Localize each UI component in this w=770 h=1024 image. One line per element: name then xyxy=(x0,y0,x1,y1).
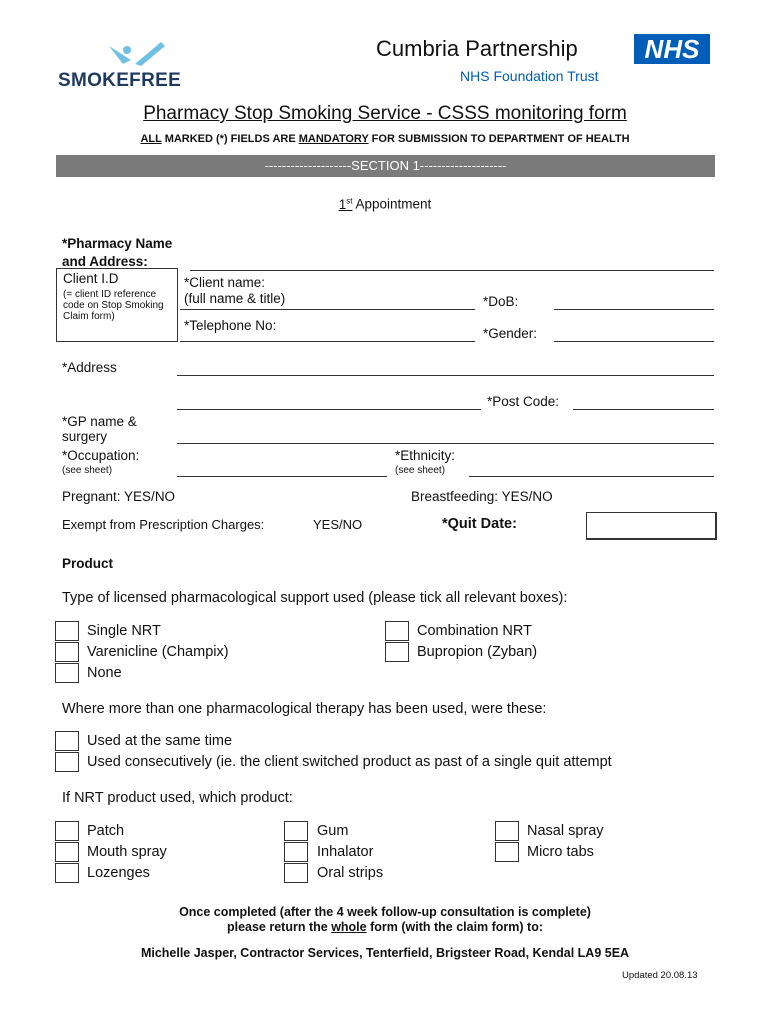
post-code-field[interactable] xyxy=(573,409,714,410)
label-lozenges: Lozenges xyxy=(87,865,150,881)
smokefree-figure-icon xyxy=(101,36,171,72)
label-combination-nrt: Combination NRT xyxy=(417,623,532,639)
checkbox-consecutively[interactable] xyxy=(55,752,79,772)
client-name-field[interactable] xyxy=(180,309,475,310)
label-same-time: Used at the same time xyxy=(87,733,233,749)
checkbox-varenicline[interactable] xyxy=(55,642,79,662)
mandatory-part2: FOR SUBMISSION TO DEPARTMENT OF HEALTH xyxy=(371,133,630,145)
trust-logo xyxy=(376,34,716,88)
checkbox-none[interactable] xyxy=(55,663,79,683)
footer-address: Michelle Jasper, Contractor Services, Tenterfield, Brigsteer Road, Kendal LA9 5EA xyxy=(140,946,630,960)
and-address-label: and Address: xyxy=(62,254,148,269)
ethnicity-note: (see sheet) xyxy=(395,465,446,476)
label-gum: Gum xyxy=(317,823,349,839)
appointment-sup: st xyxy=(346,196,353,205)
checkbox-gum[interactable] xyxy=(284,821,308,841)
post-code-label: *Post Code: xyxy=(487,394,560,409)
pharmacy-name-field[interactable] xyxy=(190,270,714,271)
occupation-note: (see sheet) xyxy=(62,465,113,476)
surgery-label: surgery xyxy=(62,429,108,444)
product-heading: Product xyxy=(62,556,114,571)
label-inhalator: Inhalator xyxy=(317,844,374,860)
label-patch: Patch xyxy=(87,823,125,839)
appointment-number: 1 xyxy=(338,196,347,212)
checkbox-oral-strips[interactable] xyxy=(284,863,308,883)
gender-field[interactable] xyxy=(554,341,714,342)
page-title: Pharmacy Stop Smoking Service - CSSS monitoring form xyxy=(143,103,627,124)
mandatory-part1: MARKED (*) FIELDS ARE xyxy=(164,133,296,145)
occupation-label: *Occupation: xyxy=(62,448,140,463)
trust-name: Cumbria Partnership xyxy=(376,36,578,61)
quit-date-field[interactable] xyxy=(586,512,717,540)
breastfeeding-label[interactable]: Breastfeeding: YES/NO xyxy=(411,489,553,504)
client-id-box[interactable] xyxy=(56,268,178,342)
address-field-1[interactable] xyxy=(177,375,714,376)
gp-label: *GP name & xyxy=(62,414,137,429)
pregnant-label[interactable]: Pregnant: YES/NO xyxy=(62,489,176,504)
checkbox-micro-tabs[interactable] xyxy=(495,842,519,862)
client-id-note: (= client ID reference code on Stop Smoking Claim form) xyxy=(63,289,164,322)
q3-text: If NRT product used, which product: xyxy=(62,790,293,806)
smokefree-logo xyxy=(58,36,208,94)
mandatory-word: MANDATORY xyxy=(298,133,369,145)
client-id-label: Client I.D xyxy=(63,271,119,286)
checkbox-inhalator[interactable] xyxy=(284,842,308,862)
pharmacy-name-label: *Pharmacy Name xyxy=(62,236,173,251)
gp-field[interactable] xyxy=(177,443,714,444)
exempt-yes-no[interactable]: YES/NO xyxy=(313,517,363,532)
ethnicity-field[interactable] xyxy=(469,476,714,477)
footer-line-2 xyxy=(0,920,770,934)
client-name-note: (full name & title) xyxy=(184,291,286,306)
gender-label: *Gender: xyxy=(483,326,538,341)
mandatory-notice xyxy=(0,133,770,145)
dob-label: *DoB: xyxy=(483,294,519,309)
occupation-field[interactable] xyxy=(177,476,387,477)
footer-line-2a: please return the xyxy=(226,920,328,934)
nhs-badge: NHS xyxy=(634,34,710,64)
label-single-nrt: Single NRT xyxy=(87,623,161,639)
checkbox-combination-nrt[interactable] xyxy=(385,621,409,641)
checkbox-bupropion[interactable] xyxy=(385,642,409,662)
section-bar: --------------------SECTION 1-------------------- xyxy=(56,155,715,177)
footer-line-2c: form (with the claim form) to: xyxy=(370,920,544,934)
address-field-2[interactable] xyxy=(177,409,481,410)
ethnicity-label: *Ethnicity: xyxy=(395,448,456,463)
label-bupropion: Bupropion (Zyban) xyxy=(417,644,538,660)
label-micro-tabs: Micro tabs xyxy=(527,844,594,860)
label-varenicline: Varenicline (Champix) xyxy=(87,644,229,660)
q1-text: Type of licensed pharmacological support used (please tick all relevant boxes): xyxy=(62,590,568,606)
mandatory-all: ALL xyxy=(140,133,162,145)
checkbox-lozenges[interactable] xyxy=(55,863,79,883)
label-oral-strips: Oral strips xyxy=(317,865,384,881)
label-consecutively: Used consecutively (ie. the client switched product as past of a single quit attempt xyxy=(87,754,612,770)
address-label: *Address xyxy=(62,360,117,375)
smokefree-wordmark: SMOKEFREE xyxy=(58,70,182,91)
checkbox-mouth-spray[interactable] xyxy=(55,842,79,862)
telephone-field[interactable] xyxy=(180,341,475,342)
quit-date-label: *Quit Date: xyxy=(442,516,517,532)
checkbox-nasal-spray[interactable] xyxy=(495,821,519,841)
appointment-label xyxy=(0,196,770,212)
checkbox-single-nrt[interactable] xyxy=(55,621,79,641)
footer-line-1: Once completed (after the 4 week follow-up consultation is complete) xyxy=(179,905,591,919)
label-none: None xyxy=(87,665,122,681)
updated-date: Updated 20.08.13 xyxy=(622,970,698,981)
checkbox-same-time[interactable] xyxy=(55,731,79,751)
label-nasal-spray: Nasal spray xyxy=(527,823,604,839)
telephone-label: *Telephone No: xyxy=(184,318,277,333)
label-mouth-spray: Mouth spray xyxy=(87,844,167,860)
dob-field[interactable] xyxy=(554,309,714,310)
exempt-label: Exempt from Prescription Charges: xyxy=(62,517,265,532)
q2-text: Where more than one pharmacological therapy has been used, were these: xyxy=(62,701,547,717)
checkbox-patch[interactable] xyxy=(55,821,79,841)
appointment-text: Appointment xyxy=(355,196,432,212)
client-name-label: *Client name: xyxy=(184,275,266,290)
trust-sub: NHS Foundation Trust xyxy=(460,68,599,84)
footer-line-2b: whole xyxy=(331,920,367,934)
